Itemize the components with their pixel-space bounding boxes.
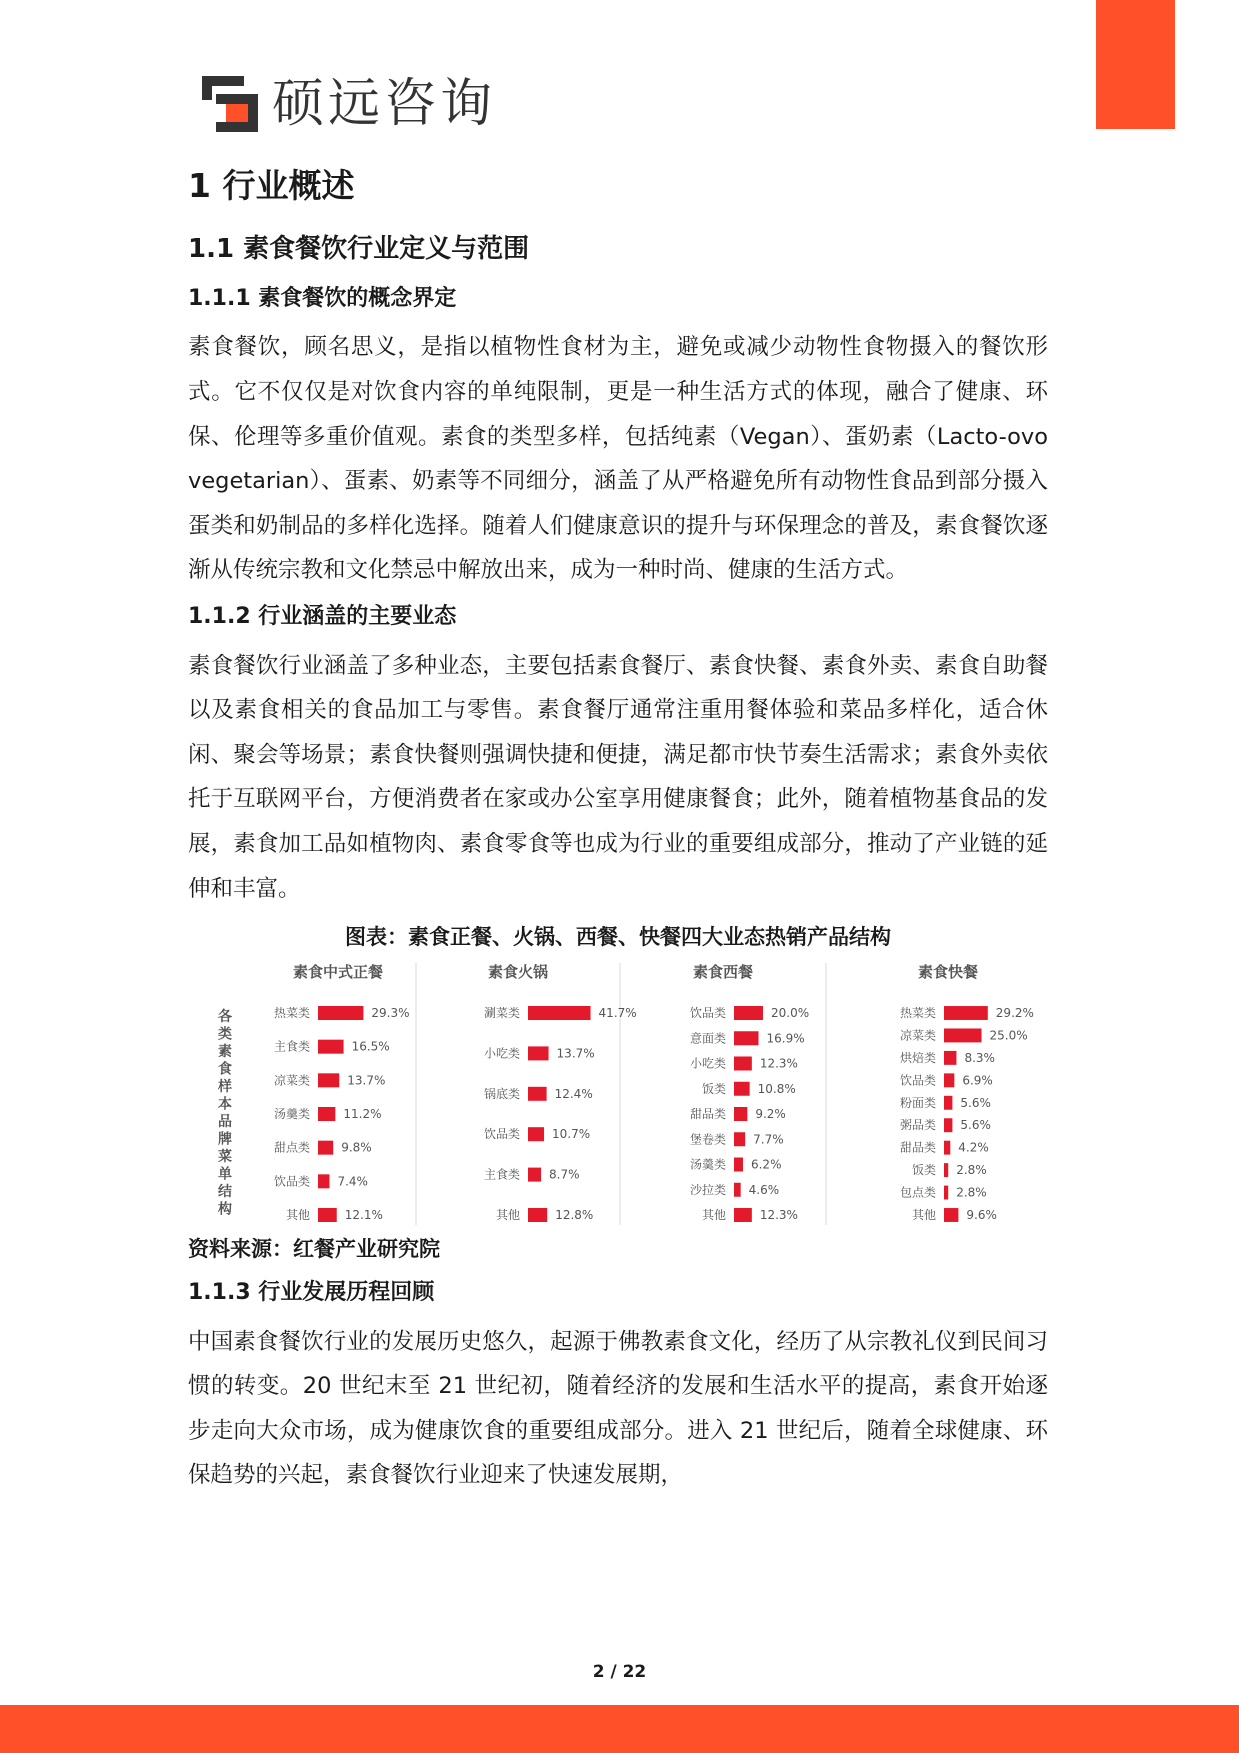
bar xyxy=(944,1029,982,1043)
value-label: 6.9% xyxy=(962,1073,993,1088)
value-label: 16.5% xyxy=(351,1039,390,1054)
value-label: 11.2% xyxy=(343,1107,382,1122)
value-label: 8.3% xyxy=(964,1050,995,1065)
value-label: 16.9% xyxy=(766,1031,805,1046)
category-label: 堡卷类 xyxy=(689,1132,726,1147)
bar xyxy=(944,1208,958,1222)
category-label: 意面类 xyxy=(689,1031,726,1046)
value-label: 12.1% xyxy=(344,1208,383,1223)
bar xyxy=(734,1031,759,1045)
category-label: 凉菜类 xyxy=(899,1028,936,1043)
bar xyxy=(318,1107,335,1121)
category-label: 锅底类 xyxy=(483,1086,520,1101)
value-label: 5.6% xyxy=(960,1118,991,1133)
bar xyxy=(318,1006,363,1020)
bar xyxy=(944,1118,952,1132)
bar xyxy=(318,1141,333,1155)
value-label: 10.8% xyxy=(757,1081,796,1096)
chart-title: 素食西餐 xyxy=(692,963,754,982)
category-label: 小吃类 xyxy=(689,1056,726,1071)
category-label: 汤羹类 xyxy=(273,1107,310,1122)
section-heading: 1.1 素食餐饮行业定义与范围 xyxy=(188,233,530,264)
bar xyxy=(734,1006,763,1020)
value-label: 13.7% xyxy=(347,1073,386,1088)
category-label: 饭类 xyxy=(701,1081,726,1096)
bar xyxy=(528,1208,547,1222)
value-label: 2.8% xyxy=(956,1163,987,1178)
value-label: 12.3% xyxy=(759,1208,798,1223)
page-number: 2 / 22 xyxy=(592,1662,647,1682)
bar xyxy=(528,1046,549,1060)
paragraph-history: 中国素食餐饮行业的发展历史悠久，起源于佛教素食文化，经历了从宗教礼仪到民间习惯的转变。20 世纪末至 21 世纪初，随着经济的发展和生活水平的提高，素食开始逐步走向大众市场，成为健康饮食的重要组成部分。进入 21 世纪后，随着全球健康、环保趋势的兴起，素食餐饮行业迎来了快速发展期， xyxy=(188,1328,1048,1489)
value-label: 12.3% xyxy=(759,1056,798,1071)
value-label: 4.2% xyxy=(958,1140,989,1155)
category-label: 饭类 xyxy=(911,1163,936,1178)
subsection-heading-2: 1.1.2 行业涵盖的主要业态 xyxy=(188,603,457,629)
bar xyxy=(734,1057,752,1071)
bar xyxy=(944,1096,952,1110)
value-label: 7.4% xyxy=(337,1174,368,1189)
category-label: 饮品类 xyxy=(689,1006,726,1021)
y-axis-label: 各类素食样本品牌菜单结构 xyxy=(218,1009,232,1218)
bar xyxy=(944,1163,948,1177)
value-label: 8.7% xyxy=(549,1167,580,1182)
page-content xyxy=(188,166,1048,1504)
bar xyxy=(528,1087,547,1101)
bar xyxy=(318,1040,344,1054)
bar xyxy=(944,1073,954,1087)
bar xyxy=(318,1208,337,1222)
category-label: 小吃类 xyxy=(483,1046,520,1061)
figure-charts xyxy=(188,957,1048,1229)
bar xyxy=(734,1208,752,1222)
bar-charts-svg xyxy=(188,957,1048,1229)
value-label: 6.2% xyxy=(750,1157,782,1172)
subsection-heading-1: 1.1.1 素食餐饮的概念界定 xyxy=(188,285,457,311)
value-label: 12.8% xyxy=(555,1208,594,1223)
bar xyxy=(944,1141,950,1155)
category-label: 涮菜类 xyxy=(483,1006,520,1021)
bar xyxy=(734,1183,741,1197)
category-label: 包点类 xyxy=(899,1185,936,1200)
footer-accent-bar xyxy=(0,1705,1239,1753)
value-label: 2.8% xyxy=(956,1185,987,1200)
category-label: 饮品类 xyxy=(899,1073,936,1088)
value-label: 10.7% xyxy=(552,1127,591,1142)
category-label: 其他 xyxy=(701,1208,726,1223)
category-label: 其他 xyxy=(285,1208,310,1223)
bar xyxy=(318,1174,329,1188)
value-label: 13.7% xyxy=(556,1046,595,1061)
bar xyxy=(944,1186,948,1200)
bar xyxy=(734,1082,750,1096)
value-label: 9.6% xyxy=(966,1208,997,1223)
value-label: 29.2% xyxy=(995,1006,1034,1021)
category-label: 主食类 xyxy=(483,1167,520,1182)
category-label: 热菜类 xyxy=(899,1006,936,1021)
chapter-heading: 1 行业概述 xyxy=(188,166,355,205)
bar xyxy=(734,1132,745,1146)
value-label: 12.4% xyxy=(554,1086,593,1101)
bar xyxy=(528,1168,541,1182)
corner-accent-tab xyxy=(1096,0,1175,129)
value-label: 7.7% xyxy=(753,1132,784,1147)
value-label: 5.6% xyxy=(960,1095,991,1110)
bar xyxy=(318,1073,339,1087)
logo-mark-icon xyxy=(200,74,260,134)
figure-title: 图表：素食正餐、火锅、西餐、快餐四大业态热销产品结构 xyxy=(345,925,891,950)
paragraph-formats: 素食餐饮行业涵盖了多种业态，主要包括素食餐厅、素食快餐、素食外卖、素食自助餐以及素食相关的食品加工与零售。素食餐厅通常注重用餐体验和菜品多样化，适合休闲、聚会等场景；素食快餐则强调快捷和便捷，满足都市快节奏生活需求；素食外卖依托于互联网平台，方便消费者在家或办公室享用健康餐食；此外，随着植物基食品的发展，素食加工品如植物肉、素食零食等也成为行业的重要组成部分，推动了产业链的延伸和丰富。 xyxy=(188,652,1048,902)
category-label: 饮品类 xyxy=(483,1127,520,1142)
category-label: 甜品类 xyxy=(899,1140,936,1155)
bar xyxy=(734,1158,743,1172)
bar xyxy=(528,1006,591,1020)
value-label: 9.2% xyxy=(755,1107,786,1122)
bar xyxy=(528,1127,544,1141)
value-label: 41.7% xyxy=(598,1006,637,1021)
category-label: 热菜类 xyxy=(273,1006,310,1021)
category-label: 甜点类 xyxy=(273,1140,310,1155)
brand-name: 硕远咨询 xyxy=(272,74,497,134)
bar xyxy=(944,1051,956,1065)
chart-title: 素食中式正餐 xyxy=(292,963,384,982)
category-label: 甜品类 xyxy=(689,1107,726,1122)
category-label: 汤羹类 xyxy=(689,1157,726,1172)
category-label: 粉面类 xyxy=(899,1095,936,1110)
category-label: 其他 xyxy=(495,1208,520,1223)
chart-title: 素食火锅 xyxy=(487,963,549,982)
figure-source: 资料来源：红餐产业研究院 xyxy=(188,1237,440,1262)
value-label: 4.6% xyxy=(748,1182,780,1197)
bar xyxy=(944,1006,988,1020)
chart-title: 素食快餐 xyxy=(917,963,979,982)
brand-logo xyxy=(200,72,496,136)
value-label: 25.0% xyxy=(989,1028,1028,1043)
value-label: 29.3% xyxy=(371,1006,410,1021)
bar xyxy=(734,1107,747,1121)
value-label: 20.0% xyxy=(771,1006,810,1021)
category-label: 其他 xyxy=(911,1208,936,1223)
category-label: 饮品类 xyxy=(273,1174,310,1189)
category-label: 主食类 xyxy=(273,1039,310,1054)
category-label: 烘焙类 xyxy=(899,1050,936,1065)
paragraph-concept: 素食餐饮，顾名思义，是指以植物性食材为主，避免或减少动物性食物摄入的餐饮形式。它不仅仅是对饮食内容的单纯限制，更是一种生活方式的体现，融合了健康、环保、伦理等多重价值观。素食的类型多样，包括纯素（Vegan）、蛋奶素（Lacto-ovo vegetarian）、蛋素、奶素等不同细分，涵盖了从严格避免所有动物性食品到部分摄入蛋类和奶制品的多样化选择。随着人们健康意识的提升与环保理念的普及，素食餐饮逐渐从传统宗教和文化禁忌中解放出来，成为一种时尚、健康的生活方式。 xyxy=(188,334,1048,584)
value-label: 9.8% xyxy=(341,1140,372,1155)
category-label: 沙拉类 xyxy=(689,1182,726,1197)
category-label: 凉菜类 xyxy=(273,1073,310,1088)
category-label: 粥品类 xyxy=(899,1118,936,1133)
subsection-heading-3: 1.1.3 行业发展历程回顾 xyxy=(188,1280,435,1306)
